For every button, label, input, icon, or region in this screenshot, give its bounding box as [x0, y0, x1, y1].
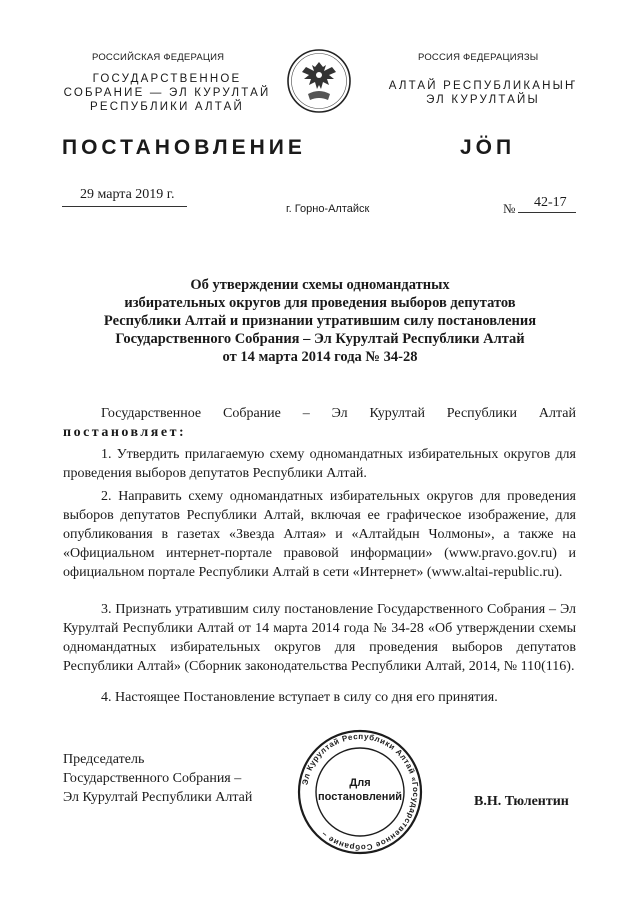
signature-position-line-1: Председатель [63, 752, 145, 767]
doc-type-alt: JӦП [460, 136, 516, 159]
preamble: Государственное Собрание – Эл Курултай Республики Алтай [101, 406, 576, 421]
title-line-5: от 14 марта 2014 года № 34-28 [222, 349, 418, 365]
header-left-org-line-2: СОБРАНИЕ — ЭЛ КУРУЛТАЙ [63, 87, 271, 99]
document-date: 29 марта 2019 г. [80, 187, 175, 202]
header-right-country: РОССИЯ ФЕДЕРАЦИЯЗЫ [418, 52, 539, 63]
date-underline [62, 206, 187, 207]
document-city: г. Горно-Алтайск [286, 203, 370, 215]
signature-position-line-3: Эл Курултай Республики Алтай [63, 790, 253, 805]
header-left-org-line-1: ГОСУДАРСТВЕННОЕ [92, 73, 242, 85]
title-line-2: избирательных округов для проведения выборов депутатов [124, 295, 516, 311]
header-right-org [378, 79, 588, 107]
stamp-center-line-2: постановлений [318, 791, 402, 803]
item-2: 2. Направить схему одномандатных избирательных округов для проведения выборов депутатов Республики Алтай, включая ее графическое изображение, для опубликования в газетах «Звезда Алтая» и «Алтайдын Чолмоны», а также на «Официальном интернет-портале правовой информации» (www.pravo.gov.ru) и официальном портале Республики Алтай в сети «Интернет» (www.altai-republic.ru). [63, 489, 576, 580]
title-line-1: Об утверждении схемы одномандатных [190, 277, 450, 293]
preamble-verb: постановляет: [63, 425, 187, 440]
number-label: № [503, 201, 516, 216]
stamp-ring-text: Эл Курултай Республики Алтай «Государственное Собрание – [300, 731, 421, 853]
document-number: 42-17 [534, 195, 567, 210]
header-left-org [62, 72, 272, 114]
document-title [90, 276, 550, 366]
number-underline [518, 212, 576, 213]
header-left-org-line-3: РЕСПУБЛИКИ АЛТАЙ [90, 101, 244, 113]
stamp-center-text [316, 776, 404, 804]
signature-position [63, 750, 252, 807]
emblem-icon [284, 48, 354, 114]
item-1: 1. Утвердить прилагаемую схему одномандатных избирательных округов для проведения выборов депутатов Республики Алтай. [63, 447, 576, 481]
official-stamp [296, 728, 424, 856]
header-right-org-line-2: ЭЛ КУРУЛТАЙЫ [426, 94, 540, 106]
signature-position-line-2: Государственного Собрания – [63, 771, 242, 786]
title-line-4: Государственного Собрания – Эл Курултай Республики Алтай [115, 331, 525, 347]
item-3: 3. Признать утратившим силу постановление Государственного Собрания – Эл Курултай Республики Алтай от 14 марта 2014 года № 34-28 «Об утверждении схемы одномандатных избирательных округов для проведения выборов депутатов Республики Алтай» (Сборник законодательства Республики Алтай, 2014, № 110(116). [63, 602, 576, 674]
item-4: 4. Настоящее Постановление вступает в силу со дня его принятия. [101, 690, 498, 705]
header-right-org-line-1: АЛТАЙ РЕСПУБЛИКАНЫҤ [388, 80, 578, 92]
doc-type-ru: ПОСТАНОВЛЕНИЕ [62, 136, 306, 159]
stamp-center-line-1: Для [349, 777, 371, 789]
signatory-name: В.Н. Тюлентин [474, 794, 569, 809]
title-line-3: Республики Алтай и признании утратившим силу постановления [103, 313, 537, 329]
header-left-country: РОССИЙСКАЯ ФЕДЕРАЦИЯ [92, 52, 225, 63]
